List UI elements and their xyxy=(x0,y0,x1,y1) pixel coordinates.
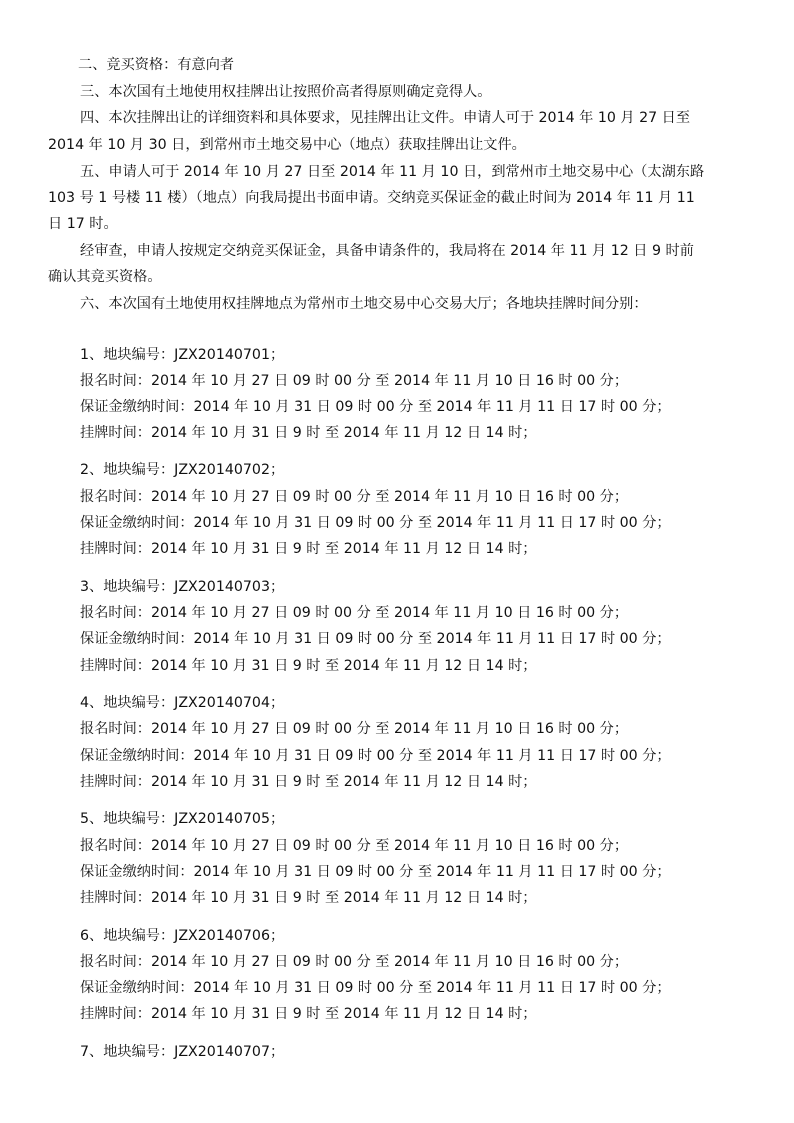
paragraph-application-line1: 五、申请人可于 2014 年 10 月 27 日至 2014 年 11 月 10 日，到常州市土地交易中心（太湖东路 xyxy=(80,164,705,180)
parcel-registration-time: 报名时间：2014 年 10 月 27 日 09 时 00 分 至 2014 年 11 月 10 日 16 时 00 分； xyxy=(80,373,629,389)
parcel-registration-time: 报名时间：2014 年 10 月 27 日 09 时 00 分 至 2014 年 11 月 10 日 16 时 00 分； xyxy=(80,838,629,854)
parcel-deposit-time: 保证金缴纳时间：2014 年 10 月 31 日 09 时 00 分 至 2014 年 11 月 11 日 17 时 00 分； xyxy=(80,515,671,531)
paragraph-principle: 三、本次国有土地使用权挂牌出让按照价高者得原则确定竞得人。 xyxy=(80,84,492,100)
parcel-listing-time: 挂牌时间：2014 年 10 月 31 日 9 时 至 2014 年 11 月 12 日 14 时； xyxy=(80,541,537,557)
parcel-listing-time: 挂牌时间：2014 年 10 月 31 日 9 时 至 2014 年 11 月 12 日 14 时； xyxy=(80,658,537,674)
parcel-header: 4、地块编号：JZX20140704； xyxy=(80,695,285,711)
parcel-deposit-time: 保证金缴纳时间：2014 年 10 月 31 日 09 时 00 分 至 2014 年 11 月 11 日 17 时 00 分； xyxy=(80,980,671,996)
parcel-deposit-time: 保证金缴纳时间：2014 年 10 月 31 日 09 时 00 分 至 2014 年 11 月 11 日 17 时 00 分； xyxy=(80,748,671,764)
parcel-listing-time: 挂牌时间：2014 年 10 月 31 日 9 时 至 2014 年 11 月 12 日 14 时； xyxy=(80,890,537,906)
paragraph-application-line2: 103 号 1 号楼 11 楼）（地点）向我局提出书面申请。交纳竞买保证金的截止时间为 2014 年 11 月 11 xyxy=(48,190,695,206)
parcel-header: 1、地块编号：JZX20140701； xyxy=(80,347,285,363)
paragraph-documents-line2: 2014 年 10 月 30 日，到常州市土地交易中心（地点）获取挂牌出让文件。 xyxy=(48,137,526,153)
parcel-header: 7、地块编号：JZX20140707； xyxy=(80,1044,285,1060)
parcel-header: 6、地块编号：JZX20140706； xyxy=(80,928,285,944)
paragraph-review-line1: 经审查，申请人按规定交纳竞买保证金，具备申请条件的，我局将在 2014 年 11 月 12 日 9 时前 xyxy=(80,243,694,259)
parcel-listing-time: 挂牌时间：2014 年 10 月 31 日 9 时 至 2014 年 11 月 12 日 14 时； xyxy=(80,425,537,441)
paragraph-qualification: 二、竞买资格：有意向者 xyxy=(78,57,235,73)
parcel-registration-time: 报名时间：2014 年 10 月 27 日 09 时 00 分 至 2014 年 11 月 10 日 16 时 00 分； xyxy=(80,605,629,621)
parcel-deposit-time: 保证金缴纳时间：2014 年 10 月 31 日 09 时 00 分 至 2014 年 11 月 11 日 17 时 00 分； xyxy=(80,631,671,647)
paragraph-documents-line1: 四、本次挂牌出让的详细资料和具体要求，见挂牌出让文件。申请人可于 2014 年 10 月 27 日至 xyxy=(80,110,691,126)
parcel-deposit-time: 保证金缴纳时间：2014 年 10 月 31 日 09 时 00 分 至 2014 年 11 月 11 日 17 时 00 分； xyxy=(80,864,671,880)
parcel-registration-time: 报名时间：2014 年 10 月 27 日 09 时 00 分 至 2014 年 11 月 10 日 16 时 00 分； xyxy=(80,954,629,970)
paragraph-review-line2: 确认其竞买资格。 xyxy=(48,269,162,285)
parcel-header: 2、地块编号：JZX20140702； xyxy=(80,462,285,478)
paragraph-application-line3: 日 17 时。 xyxy=(48,216,118,232)
parcel-header: 5、地块编号：JZX20140705； xyxy=(80,811,285,827)
parcel-listing-time: 挂牌时间：2014 年 10 月 31 日 9 时 至 2014 年 11 月 12 日 14 时； xyxy=(80,774,537,790)
parcel-registration-time: 报名时间：2014 年 10 月 27 日 09 时 00 分 至 2014 年 11 月 10 日 16 时 00 分； xyxy=(80,721,629,737)
parcel-listing-time: 挂牌时间：2014 年 10 月 31 日 9 时 至 2014 年 11 月 12 日 14 时； xyxy=(80,1006,537,1022)
parcel-deposit-time: 保证金缴纳时间：2014 年 10 月 31 日 09 时 00 分 至 2014 年 11 月 11 日 17 时 00 分； xyxy=(80,399,671,415)
paragraph-listing-venue: 六、本次国有土地使用权挂牌地点为常州市土地交易中心交易大厅；各地块挂牌时间分别： xyxy=(80,296,648,312)
parcel-registration-time: 报名时间：2014 年 10 月 27 日 09 时 00 分 至 2014 年 11 月 10 日 16 时 00 分； xyxy=(80,489,629,505)
parcel-header: 3、地块编号：JZX20140703； xyxy=(80,579,285,595)
